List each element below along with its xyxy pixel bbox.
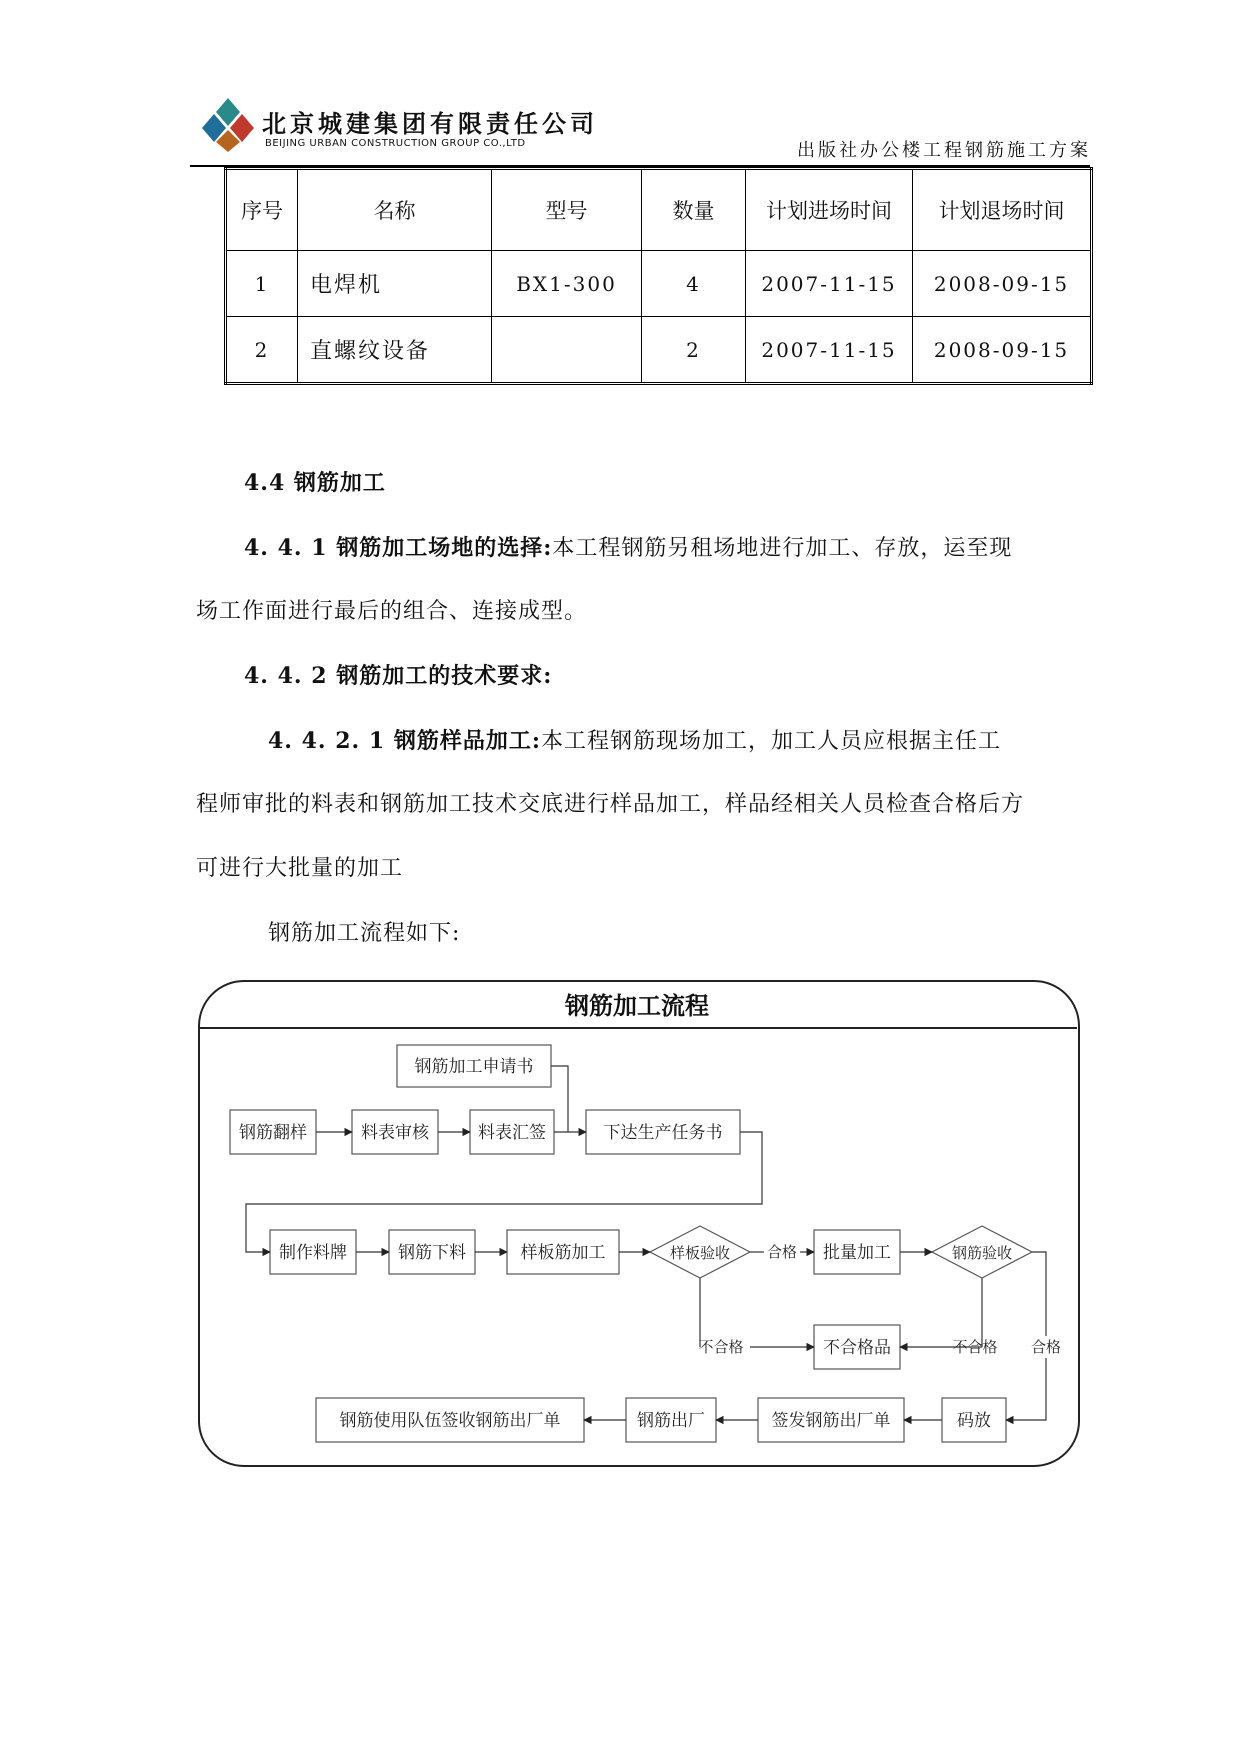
col-header-entry-date: 计划进场时间 [746,169,913,251]
flowchart-intro: 钢筋加工流程如下: [268,921,461,946]
label-rebar-check: 钢筋验收 [951,1244,1013,1262]
cell-exit-date: 2008-09-15 [913,317,1092,384]
company-name-cn: 北京城建集团有限责任公司 [262,110,598,138]
col-header-exit-date: 计划退场时间 [913,169,1092,251]
cell-exit-date: 2008-09-15 [913,251,1092,317]
col-header-index: 序号 [226,169,298,251]
cell-quantity: 2 [642,317,746,384]
cell-name: 直螺纹设备 [298,317,492,384]
label-sample: 样板筋加工 [520,1243,606,1263]
label-cut: 钢筋下料 [398,1243,466,1263]
edge-label-fail-2: 不合格 [952,1338,998,1356]
edge-label-fail-1: 不合格 [698,1338,744,1356]
flowchart-title: 钢筋加工流程 [565,992,709,1020]
label-tag: 制作料牌 [279,1243,347,1263]
label-receive: 钢筋使用队伍签收钢筋出厂单 [339,1411,561,1431]
label-batch: 批量加工 [823,1243,891,1263]
label-reject: 不合格品 [823,1338,891,1358]
edge-label-pass-1: 合格 [766,1243,798,1261]
paragraph-4-4-1-line2: 场工作面进行最后的组合、连接成型。 [196,599,588,624]
cell-index: 1 [226,251,298,317]
section-heading-4-4-1: 4. 4. 1 钢筋加工场地的选择: [244,535,553,561]
cell-quantity: 4 [642,251,746,317]
cell-index: 2 [226,317,298,384]
label-apply: 钢筋加工申请书 [414,1057,534,1077]
col-header-quantity: 数量 [642,169,746,251]
cell-entry-date: 2007-11-15 [746,317,913,384]
document-title: 出版社办公楼工程钢筋施工方案 [797,140,1091,161]
label-review: 料表审核 [361,1123,429,1143]
section-heading-4-4: 4.4 钢筋加工 [244,470,386,496]
company-name-en: BEIJING URBAN CONSTRUCTION GROUP CO.,LTD [265,138,526,149]
label-issue: 签发钢筋出厂单 [771,1411,891,1431]
label-fanyang: 钢筋翻样 [239,1123,307,1143]
label-summary: 料表汇签 [478,1123,546,1143]
section-heading-4-4-2: 4. 4. 2 钢筋加工的技术要求: [244,663,553,689]
cell-name: 电焊机 [298,251,492,317]
col-header-model: 型号 [492,169,642,251]
paragraph-text: 本工程钢筋现场加工，加工人员应根据主任工 [540,729,1001,754]
paragraph-4-4-2-1-line3: 可进行大批量的加工 [196,856,404,881]
label-stack: 码放 [957,1411,991,1431]
label-sample-check: 样板验收 [669,1244,731,1262]
paragraph-text: 本工程钢筋另租场地进行加工、存放，运至现 [552,536,1013,561]
col-header-name: 名称 [298,169,492,251]
edge-label-pass-2: 合格 [1030,1338,1062,1356]
section-heading-4-4-2-1: 4. 4. 2. 1 钢筋样品加工: [268,728,541,754]
cell-model: BX1-300 [492,251,642,317]
paragraph-4-4-2-1-line2: 程师审批的料表和钢筋加工技术交底进行样品加工，样品经相关人员检查合格后方 [196,792,1025,817]
cell-entry-date: 2007-11-15 [746,251,913,317]
label-exit: 钢筋出厂 [637,1411,705,1431]
label-task: 下达生产任务书 [603,1123,723,1143]
